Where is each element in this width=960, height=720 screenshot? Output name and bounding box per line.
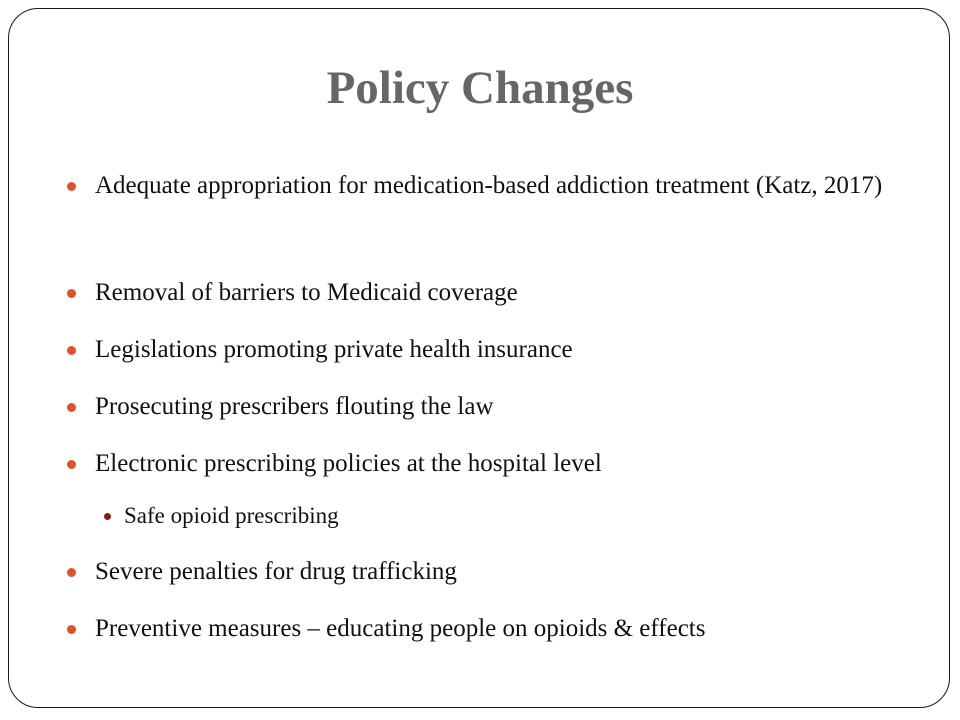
- bullet-dot-icon: [67, 625, 76, 634]
- bullet-dot-icon: [67, 403, 76, 412]
- bullet-dot-icon: [67, 568, 76, 577]
- bullet-item: Preventive measures – educating people on opioids & effects: [95, 615, 706, 642]
- bullet-item: Legislations promoting private health insurance: [95, 336, 573, 363]
- bullet-dot-icon: [67, 289, 76, 298]
- bullet-item: Removal of barriers to Medicaid coverage: [95, 279, 518, 306]
- sub-bullet-item: Safe opioid prescribing: [124, 503, 339, 528]
- slide-title: Policy Changes: [326, 62, 634, 114]
- bullet-item: Electronic prescribing policies at the hospital level: [95, 450, 602, 477]
- bullet-dot-icon: [67, 182, 76, 191]
- bullet-dot-icon: [67, 346, 76, 355]
- bullet-dot-icon: [67, 460, 76, 469]
- bullet-item: Prosecuting prescribers flouting the law: [95, 393, 494, 420]
- bullet-item: Adequate appropriation for medication-based addiction treatment (Katz, 2017): [95, 172, 883, 199]
- sub-bullet-dot-icon: [104, 513, 111, 520]
- bullet-item: Severe penalties for drug trafficking: [95, 558, 457, 585]
